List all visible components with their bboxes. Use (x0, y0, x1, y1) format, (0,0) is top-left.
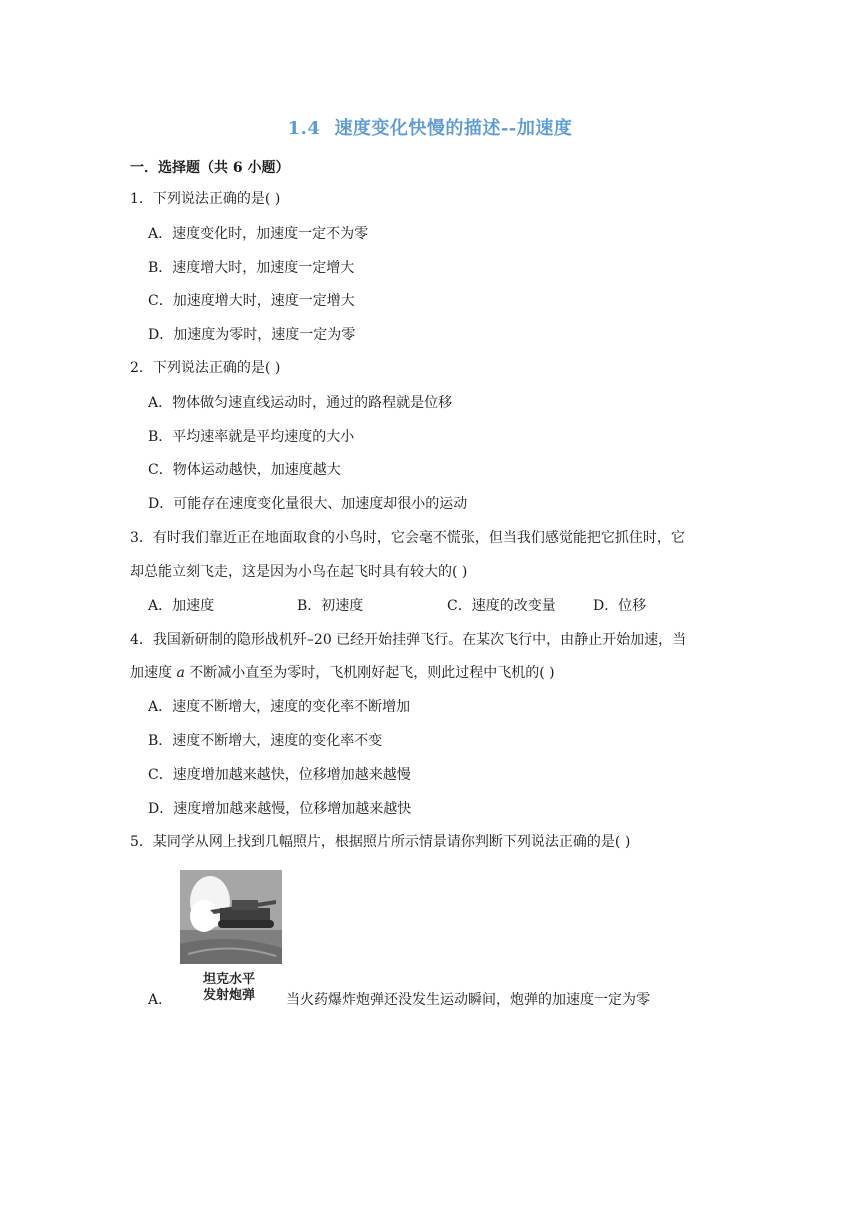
title-number: 1.4 (287, 118, 321, 139)
tank-photo-caption (184, 972, 274, 1004)
question-1-option-a: A．速度变化时，加速度一定不为零 (148, 226, 369, 242)
question-5-option-a-label: A． (148, 992, 173, 1008)
question-3-option-a: A．加速度 (148, 598, 215, 614)
question-4-option-a: A．速度不断增大，速度的变化率不断增加 (148, 699, 411, 715)
question-4-stem-pre: 加速度 (130, 665, 177, 681)
question-5-stem: 5．某同学从网上找到几幅照片，根据照片所示情景请你判断下列说法正确的是( ) (130, 834, 631, 850)
question-2-option-d: D．可能存在速度变化量很大、加速度却很小的运动 (148, 496, 468, 512)
question-1-option-d: D．加速度为零时，速度一定为零 (148, 327, 356, 343)
page-title (0, 114, 860, 140)
section-heading: 一．选择题（共 6 小题） (130, 160, 290, 176)
question-1-option-c: C．加速度增大时，速度一定增大 (148, 293, 355, 309)
question-5-option-a-text: 当火药爆炸炮弹还没发生运动瞬间，炮弹的加速度一定为零 (286, 992, 650, 1008)
caption-line-1: 坦克水平 (202, 972, 255, 987)
question-4-stem-line-2 (130, 663, 555, 683)
question-4-stem-post: 不断减小直至为零时，飞机刚好起飞，则此过程中飞机的( ) (184, 665, 555, 681)
caption-line-2: 发射炮弹 (202, 988, 255, 1003)
question-4-stem-line-1: 4．我国新研制的隐形战机歼–20 已经开始挂弹飞行。在某次飞行中，由静止开始加速，当 (130, 632, 687, 648)
tank-firing-photo (180, 870, 282, 964)
question-1-option-b: B．速度增大时，加速度一定增大 (148, 260, 355, 276)
question-3-option-b: B．初速度 (297, 598, 364, 614)
question-4-option-c: C．速度增加越来越快，位移增加越来越慢 (148, 767, 411, 783)
tank-photo-illustration (180, 870, 282, 964)
question-2-stem: 2．下列说法正确的是( ) (130, 360, 281, 376)
question-4-option-d: D．速度增加越来越慢，位移增加越来越快 (148, 801, 412, 817)
question-2-option-b: B．平均速率就是平均速度的大小 (148, 429, 355, 445)
question-1-stem: 1．下列说法正确的是( ) (130, 191, 281, 207)
question-2-option-c: C．物体运动越快，加速度越大 (148, 462, 341, 478)
question-3-stem-line-2: 却总能立刻飞走，这是因为小鸟在起飞时具有较大的( ) (130, 564, 468, 580)
variable-a: a (176, 665, 185, 681)
question-4-option-b: B．速度不断增大，速度的变化率不变 (148, 733, 383, 749)
question-3-option-d: D．位移 (593, 598, 647, 614)
question-3-option-c: C．速度的改变量 (447, 598, 556, 614)
title-text: 速度变化快慢的描述--加速度 (334, 118, 573, 139)
question-2-option-a: A．物体做匀速直线运动时，通过的路程就是位移 (148, 395, 453, 411)
question-3-stem-line-1: 3．有时我们靠近正在地面取食的小鸟时，它会毫不慌张，但当我们感觉能把它抓住时，它 (130, 530, 685, 546)
